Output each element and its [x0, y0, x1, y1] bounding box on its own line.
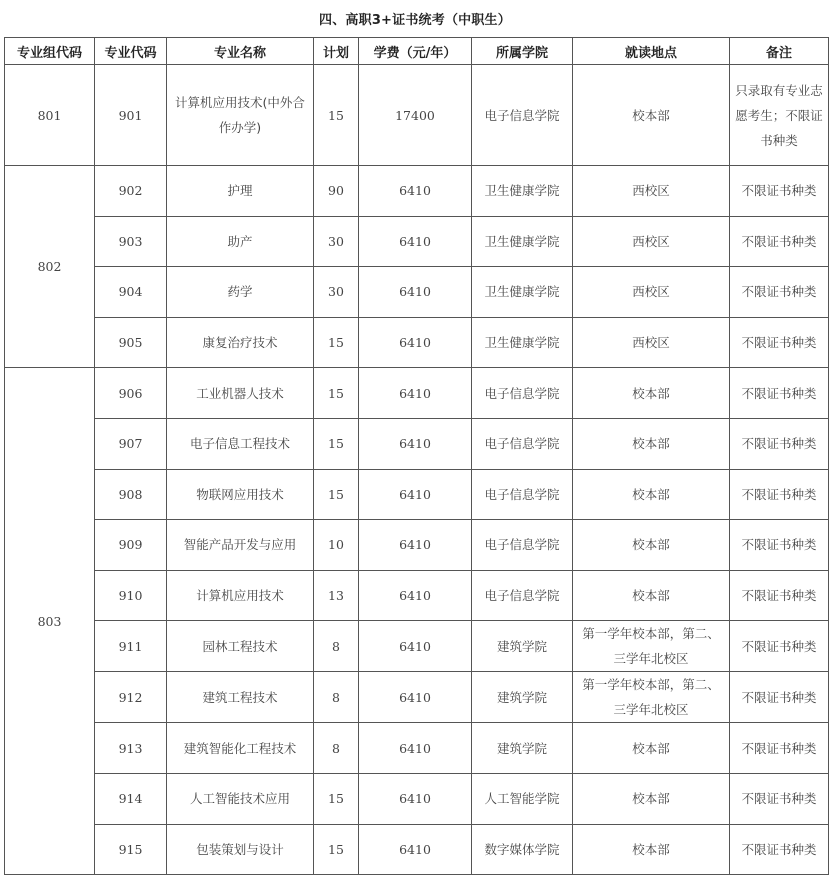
note-cell: 只录取有专业志愿考生；不限证书种类	[730, 65, 829, 166]
plan-cell: 10	[314, 520, 359, 571]
major-name-cell: 园林工程技术	[167, 621, 314, 672]
tuition-cell: 6410	[359, 621, 472, 672]
location-cell: 第一学年校本部，第二、三学年北校区	[573, 672, 730, 723]
page-title: 四、高职3+证书统考（中职生）	[319, 13, 511, 28]
plan-cell: 13	[314, 570, 359, 621]
location-cell: 校本部	[573, 520, 730, 571]
tuition-cell: 6410	[359, 418, 472, 469]
location-cell: 校本部	[573, 773, 730, 824]
major-code-cell: 911	[95, 621, 167, 672]
header-tuition: 学费（元/年）	[359, 38, 472, 65]
major-name-cell: 康复治疗技术	[167, 317, 314, 368]
tuition-cell: 6410	[359, 723, 472, 774]
major-code-cell: 915	[95, 824, 167, 875]
location-cell: 校本部	[573, 368, 730, 419]
header-location: 就读地点	[573, 38, 730, 65]
header-major-code: 专业代码	[95, 38, 167, 65]
plan-cell: 15	[314, 824, 359, 875]
tuition-cell: 6410	[359, 216, 472, 267]
plan-cell: 30	[314, 216, 359, 267]
major-code-cell: 910	[95, 570, 167, 621]
table-row	[5, 520, 829, 571]
note-cell: 不限证书种类	[730, 267, 829, 318]
location-cell: 西校区	[573, 267, 730, 318]
major-code-cell: 913	[95, 723, 167, 774]
location-cell: 校本部	[573, 65, 730, 166]
college-cell: 卫生健康学院	[472, 317, 573, 368]
major-name-cell: 计算机应用技术(中外合作办学)	[167, 65, 314, 166]
college-cell: 卫生健康学院	[472, 166, 573, 217]
college-cell: 卫生健康学院	[472, 216, 573, 267]
tuition-cell: 6410	[359, 520, 472, 571]
admission-plan-table	[4, 37, 829, 875]
note-cell: 不限证书种类	[730, 166, 829, 217]
college-cell: 电子信息学院	[472, 520, 573, 571]
plan-cell: 15	[314, 65, 359, 166]
table-row	[5, 317, 829, 368]
table-row	[5, 773, 829, 824]
table-row	[5, 469, 829, 520]
note-cell: 不限证书种类	[730, 520, 829, 571]
major-name-cell: 人工智能技术应用	[167, 773, 314, 824]
table-row	[5, 723, 829, 774]
plan-cell: 8	[314, 621, 359, 672]
college-cell: 建筑学院	[472, 672, 573, 723]
table-row	[5, 824, 829, 875]
tuition-cell: 6410	[359, 773, 472, 824]
plan-cell: 15	[314, 368, 359, 419]
plan-cell: 30	[314, 267, 359, 318]
location-cell: 校本部	[573, 469, 730, 520]
college-cell: 数字媒体学院	[472, 824, 573, 875]
major-name-cell: 工业机器人技术	[167, 368, 314, 419]
location-cell: 第一学年校本部，第二、三学年北校区	[573, 621, 730, 672]
plan-cell: 15	[314, 418, 359, 469]
table-row	[5, 65, 829, 166]
college-cell: 电子信息学院	[472, 368, 573, 419]
college-cell: 电子信息学院	[472, 65, 573, 166]
major-code-cell: 905	[95, 317, 167, 368]
major-code-cell: 906	[95, 368, 167, 419]
major-name-cell: 电子信息工程技术	[167, 418, 314, 469]
major-code-cell: 914	[95, 773, 167, 824]
plan-cell: 90	[314, 166, 359, 217]
tuition-cell: 6410	[359, 267, 472, 318]
major-name-cell: 助产	[167, 216, 314, 267]
note-cell: 不限证书种类	[730, 723, 829, 774]
major-code-cell: 909	[95, 520, 167, 571]
major-name-cell: 物联网应用技术	[167, 469, 314, 520]
table-header-row	[5, 38, 829, 65]
group-code-cell: 802	[5, 166, 95, 368]
header-major-name: 专业名称	[167, 38, 314, 65]
major-code-cell: 912	[95, 672, 167, 723]
college-cell: 人工智能学院	[472, 773, 573, 824]
location-cell: 校本部	[573, 824, 730, 875]
location-cell: 西校区	[573, 216, 730, 267]
tuition-cell: 6410	[359, 166, 472, 217]
note-cell: 不限证书种类	[730, 418, 829, 469]
major-code-cell: 904	[95, 267, 167, 318]
table-row	[5, 166, 829, 217]
note-cell: 不限证书种类	[730, 570, 829, 621]
note-cell: 不限证书种类	[730, 469, 829, 520]
location-cell: 西校区	[573, 166, 730, 217]
tuition-cell: 6410	[359, 570, 472, 621]
major-code-cell: 901	[95, 65, 167, 166]
header-group-code: 专业组代码	[5, 38, 95, 65]
major-name-cell: 计算机应用技术	[167, 570, 314, 621]
header-plan: 计划	[314, 38, 359, 65]
plan-cell: 8	[314, 723, 359, 774]
group-code-cell: 801	[5, 65, 95, 166]
note-cell: 不限证书种类	[730, 621, 829, 672]
major-name-cell: 护理	[167, 166, 314, 217]
table-row	[5, 621, 829, 672]
major-code-cell: 908	[95, 469, 167, 520]
plan-cell: 8	[314, 672, 359, 723]
group-code-cell: 803	[5, 368, 95, 875]
tuition-cell: 6410	[359, 469, 472, 520]
tuition-cell: 6410	[359, 672, 472, 723]
tuition-cell: 6410	[359, 317, 472, 368]
major-name-cell: 建筑工程技术	[167, 672, 314, 723]
tuition-cell: 6410	[359, 368, 472, 419]
major-name-cell: 建筑智能化工程技术	[167, 723, 314, 774]
note-cell: 不限证书种类	[730, 216, 829, 267]
table-row	[5, 418, 829, 469]
table-row	[5, 570, 829, 621]
location-cell: 西校区	[573, 317, 730, 368]
tuition-cell: 6410	[359, 824, 472, 875]
note-cell: 不限证书种类	[730, 824, 829, 875]
college-cell: 建筑学院	[472, 723, 573, 774]
table-row	[5, 216, 829, 267]
header-note: 备注	[730, 38, 829, 65]
location-cell: 校本部	[573, 418, 730, 469]
major-name-cell: 药学	[167, 267, 314, 318]
plan-cell: 15	[314, 469, 359, 520]
major-code-cell: 907	[95, 418, 167, 469]
table-row	[5, 368, 829, 419]
major-name-cell: 包装策划与设计	[167, 824, 314, 875]
note-cell: 不限证书种类	[730, 672, 829, 723]
college-cell: 卫生健康学院	[472, 267, 573, 318]
college-cell: 电子信息学院	[472, 570, 573, 621]
tuition-cell: 17400	[359, 65, 472, 166]
major-code-cell: 903	[95, 216, 167, 267]
note-cell: 不限证书种类	[730, 773, 829, 824]
location-cell: 校本部	[573, 723, 730, 774]
plan-cell: 15	[314, 773, 359, 824]
table-row	[5, 267, 829, 318]
major-code-cell: 902	[95, 166, 167, 217]
header-college: 所属学院	[472, 38, 573, 65]
plan-cell: 15	[314, 317, 359, 368]
college-cell: 建筑学院	[472, 621, 573, 672]
location-cell: 校本部	[573, 570, 730, 621]
note-cell: 不限证书种类	[730, 317, 829, 368]
table-row	[5, 672, 829, 723]
college-cell: 电子信息学院	[472, 418, 573, 469]
college-cell: 电子信息学院	[472, 469, 573, 520]
major-name-cell: 智能产品开发与应用	[167, 520, 314, 571]
note-cell: 不限证书种类	[730, 368, 829, 419]
